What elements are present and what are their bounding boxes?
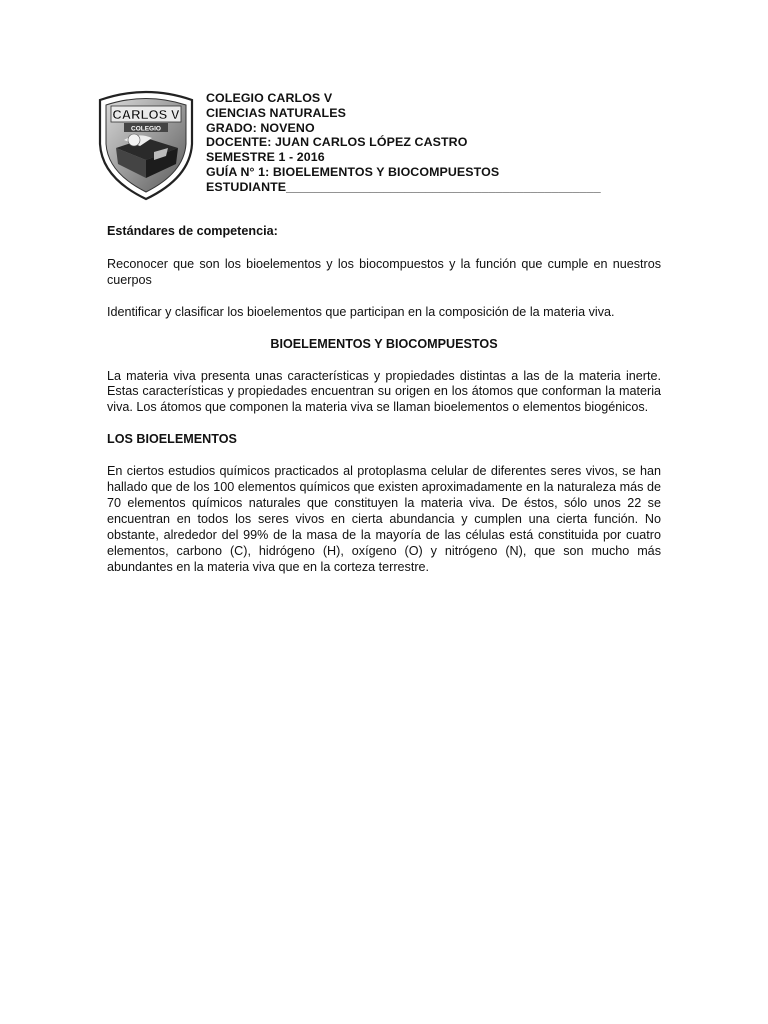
document-body: [107, 224, 661, 576]
bioelements-heading: LOS BIOELEMENTOS: [107, 432, 237, 447]
header-info-block: [206, 91, 646, 195]
school-name: COLEGIO CARLOS V: [206, 91, 333, 105]
standard-item: Reconocer que son los bioelementos y los biocompuestos y la función que cumple en nuestros cuerpos: [107, 256, 661, 287]
intro-paragraph: La materia viva presenta unas características y propiedades distintas a las de la materia inerte. Estas características y propiedades encuentran su origen en los átomos que conforman la materia viva. Los átomos que componen la materia viva se llaman bioelementos o elementos biogénicos.: [107, 368, 661, 415]
section-title: BIOELEMENTOS Y BIOCOMPUESTOS: [270, 336, 498, 351]
grade-line: GRADO: NOVENO: [206, 120, 315, 135]
standards-heading: Estándares de competencia:: [107, 224, 278, 238]
school-crest-logo: [94, 86, 198, 202]
semester-line: SEMESTRE 1 - 2016: [206, 150, 325, 165]
subject-name: CIENCIAS NATURALES: [206, 105, 346, 120]
logo-title-text: CARLOS V: [112, 107, 180, 122]
bioelements-paragraph: En ciertos estudios químicos practicados al protoplasma celular de diferentes seres vivos, se han hallado que de los 100 elementos químicos que existen aproximadamente en la naturaleza más de 70 elementos químicos naturales que constituyen la materia viva. De éstos, sólo unos 22 se encuentran en todos los seres vivos en cierta abundancia y cumplen una cierta función. No obstante, alrededor del 99% de la masa de la mayoría de las células está constituida por cuatro elementos, carbono (C), hidrógeno (H), oxígeno (O) y nitrógeno (N), que son mucho más abundantes en la materia viva que en la corteza terrestre.: [107, 464, 661, 574]
guide-title-line: GUÍA N° 1: BIOELEMENTOS Y BIOCOMPUESTOS: [206, 164, 500, 179]
logo-band-text: COLEGIO: [131, 125, 161, 133]
student-name-line: ESTUDIANTE_____________________________________________: [206, 179, 601, 194]
teacher-line: DOCENTE: JUAN CARLOS LÓPEZ CASTRO: [206, 135, 468, 150]
standard-item: Identificar y clasificar los bioelementos que participan en la composición de la materia viva.: [107, 304, 615, 319]
